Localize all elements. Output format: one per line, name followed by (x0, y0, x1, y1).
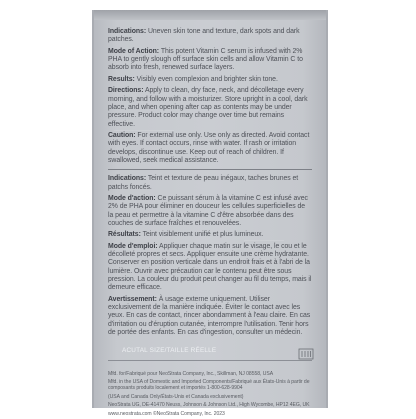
fr-caution-label: Avertissement: (108, 295, 157, 303)
surface-scratch (114, 130, 174, 131)
fr-directions-label: Mode d'emploi: (108, 242, 158, 250)
fine-print-line-5: www.neostrata.com ©NeoStrata Company, Inc. 2023 (108, 410, 225, 417)
actual-size-line (108, 360, 312, 361)
en-results-label: Results: (108, 75, 135, 83)
fine-print-line-1: Mfd. for/Fabriqué pour NeoStrata Company, Inc., Skillman, NJ 08558, USA (108, 370, 274, 377)
en-results-text: Visibly even complexion and brighter skin tone. (136, 75, 278, 83)
fr-mode-action (108, 195, 312, 228)
en-caution-label: Caution: (108, 132, 136, 140)
en-caution (108, 132, 312, 165)
fr-caution (108, 296, 312, 337)
en-mode-text: This potent Vitamin C serum is infused with 2% PHA to gently slough off surface skin cells and allow Vitamin C to absorb into fresh, renewed surface layers. (108, 47, 303, 72)
label-text-block (108, 28, 312, 419)
fine-print (108, 371, 312, 417)
fr-caution-text: À usage externe uniquement. Utiliser exclusivement de la manière indiquée. Éviter le contact avec les yeux. En cas de contact, rincer abondamment à l'eau claire. En cas d'irritation ou d'éruption cutanée, interrompre l'utilisation. Tenir hors de portée des enfants. En cas d'ingestion, consulter un médecin. (108, 295, 311, 336)
fr-results-label: Résultats: (108, 231, 141, 239)
actual-size-label: ACUTAL SIZE/TAILLE RÉELLE (122, 347, 217, 355)
fr-indications-text: Teint et texture de peau inégaux, taches brunes et patchs foncés. (108, 175, 299, 191)
surface-scratch (244, 240, 284, 241)
en-directions-label: Directions: (108, 87, 144, 95)
fr-indications-label: Indications: (108, 175, 147, 183)
en-mode-of-action (108, 48, 312, 73)
en-indications-text: Uneven skin tone and texture, dark spots and dark patches. (108, 28, 300, 44)
fr-indications (108, 175, 312, 192)
en-directions (108, 87, 312, 128)
fr-mode-label: Mode d'action: (108, 194, 156, 202)
product-box-panel (92, 10, 328, 417)
recycle-icon (298, 348, 314, 360)
fr-directions-text: Appliquer chaque matin sur le visage, le cou et le décolleté propres et secs. Appliquer ensuite une crème hydratante. Conserver en position verticale dans un endroit frais et à l'abri de la lumière. Ouvrir avec précaution car le contenu peut être sous pression. La couleur du produit peut changer au fil du temps, mais il demeure efficace. (108, 242, 312, 292)
fr-mode-text: Ce puissant sérum à la vitamine C est infusé avec 2% de PHA pour éliminer en douceur les cellules superficielles de la peau et permettre à la vitamine C d'être absorbée dans des couches de surface fraîches et renouvelées. (108, 194, 308, 227)
fr-directions (108, 243, 312, 293)
en-caution-text: For external use only. Use only as directed. Avoid contact with eyes. If contact occurs, rinse with water. If rash or irritation develops, discontinue use. Keep out of reach of children. If swallowed, seek medical assistance. (108, 132, 310, 164)
en-indications-label: Indications: (108, 28, 147, 35)
fr-results (108, 231, 312, 239)
fine-print-line-2: Mfd. in the USA of Domestic and Imported Components/Fabriqué aux États-Unis à partir de composants produits localement et importés 1-800-628-9904 (108, 379, 310, 392)
en-results (108, 76, 312, 84)
fr-results-text: Teint visiblement unifié et plus lumineux. (142, 231, 264, 239)
fine-print-line-4: NeoStrata UG, DE-41470 Neuss, Johnson & Johnson Ltd., High Wycombe, HP12 4EG, UK (108, 402, 310, 409)
en-mode-label: Mode of Action: (108, 47, 160, 55)
section-divider (108, 169, 312, 170)
en-directions-text: Apply to clean, dry face, neck, and décolletage every morning, and follow with a moisturizer. Store upright in a cool, dark place, and when opening after cap as contents may be under pressure. Product color may change over time but remains effective. (108, 87, 308, 128)
box-top-edge (94, 10, 326, 20)
fine-print-line-3: (USA and Canada Only/États-Unis et Canada exclusivement) (108, 393, 244, 400)
en-indications (108, 28, 312, 45)
